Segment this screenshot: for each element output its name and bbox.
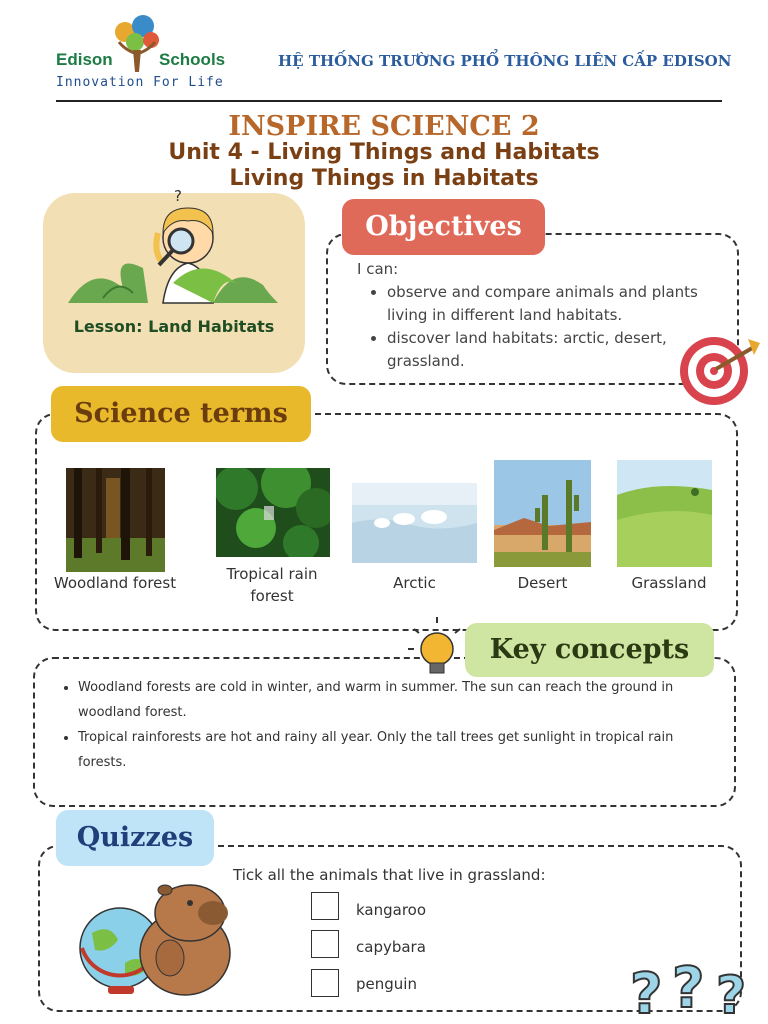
- objectives-intro: I can:: [357, 260, 399, 278]
- svg-text:?: ?: [672, 956, 705, 1021]
- term-label: Tropical rain forest: [226, 565, 318, 605]
- page-title: INSPIRE SCIENCE 2: [228, 111, 540, 142]
- school-name: HỆ THỐNG TRƯỜNG PHỔ THÔNG LIÊN CẤP EDISON: [278, 52, 732, 70]
- option-label: penguin: [356, 975, 417, 993]
- key-concepts-heading: Key concepts: [465, 623, 714, 677]
- target-icon: [676, 333, 762, 407]
- svg-text:?: ?: [630, 962, 663, 1021]
- lesson-card: [43, 187, 305, 373]
- term-label: Desert: [517, 574, 568, 592]
- magnifier-kid-illustration: [63, 193, 283, 313]
- penguin-checkbox[interactable]: [311, 969, 339, 997]
- term-label: Arctic: [393, 574, 436, 592]
- svg-text:?: ?: [716, 966, 747, 1021]
- option-label: kangaroo: [356, 901, 427, 919]
- objectives-heading: Objectives: [342, 199, 545, 255]
- objective-item: • discover land habitats: arctic, desert, grassland.: [387, 327, 717, 373]
- option-label: capybara: [356, 938, 426, 956]
- objectives-content: [357, 258, 717, 373]
- header-divider: [56, 100, 722, 102]
- lesson-topic: Living Things in Habitats: [229, 166, 539, 191]
- unit-title: Unit 4 - Living Things and Habitats: [168, 140, 600, 165]
- quiz-question: Tick all the animals that live in grassland:: [233, 866, 546, 884]
- arctic-image: [352, 483, 477, 563]
- lightbulb-icon: [406, 615, 468, 677]
- logo-word-schools: Schools: [159, 50, 226, 69]
- grassland-image: [617, 460, 712, 567]
- kangaroo-checkbox[interactable]: [311, 892, 339, 920]
- question-mark: ?: [174, 187, 182, 205]
- term-label: Grassland: [631, 574, 707, 592]
- capybara-checkbox[interactable]: [311, 930, 339, 958]
- logo-tagline: Innovation For Life: [56, 75, 224, 90]
- lesson-label: Lesson: Land Habitats: [73, 317, 275, 336]
- key-concept-item: • Tropical rainforests are hot and rainy all year. Only the tall trees get sunlight in tropical rain forests.: [78, 725, 708, 775]
- term-label: Woodland forest: [53, 574, 177, 592]
- question-marks-icon: [630, 955, 762, 1021]
- tropical-rainforest-image: [216, 468, 330, 557]
- key-concepts-list: [58, 675, 708, 775]
- key-concept-item: • Woodland forests are cold in winter, and warm in summer. The sun can reach the ground in woodland forest.: [78, 675, 708, 725]
- desert-image: [494, 460, 591, 567]
- capybara-globe-illustration: [70, 868, 235, 1003]
- quizzes-heading: Quizzes: [56, 810, 214, 866]
- science-terms-heading: Science terms: [51, 386, 311, 442]
- logo-word-edison: Edison: [56, 50, 113, 69]
- objective-item: • observe and compare animals and plants living in different land habitats.: [387, 281, 717, 327]
- woodland-forest-image: [66, 468, 165, 572]
